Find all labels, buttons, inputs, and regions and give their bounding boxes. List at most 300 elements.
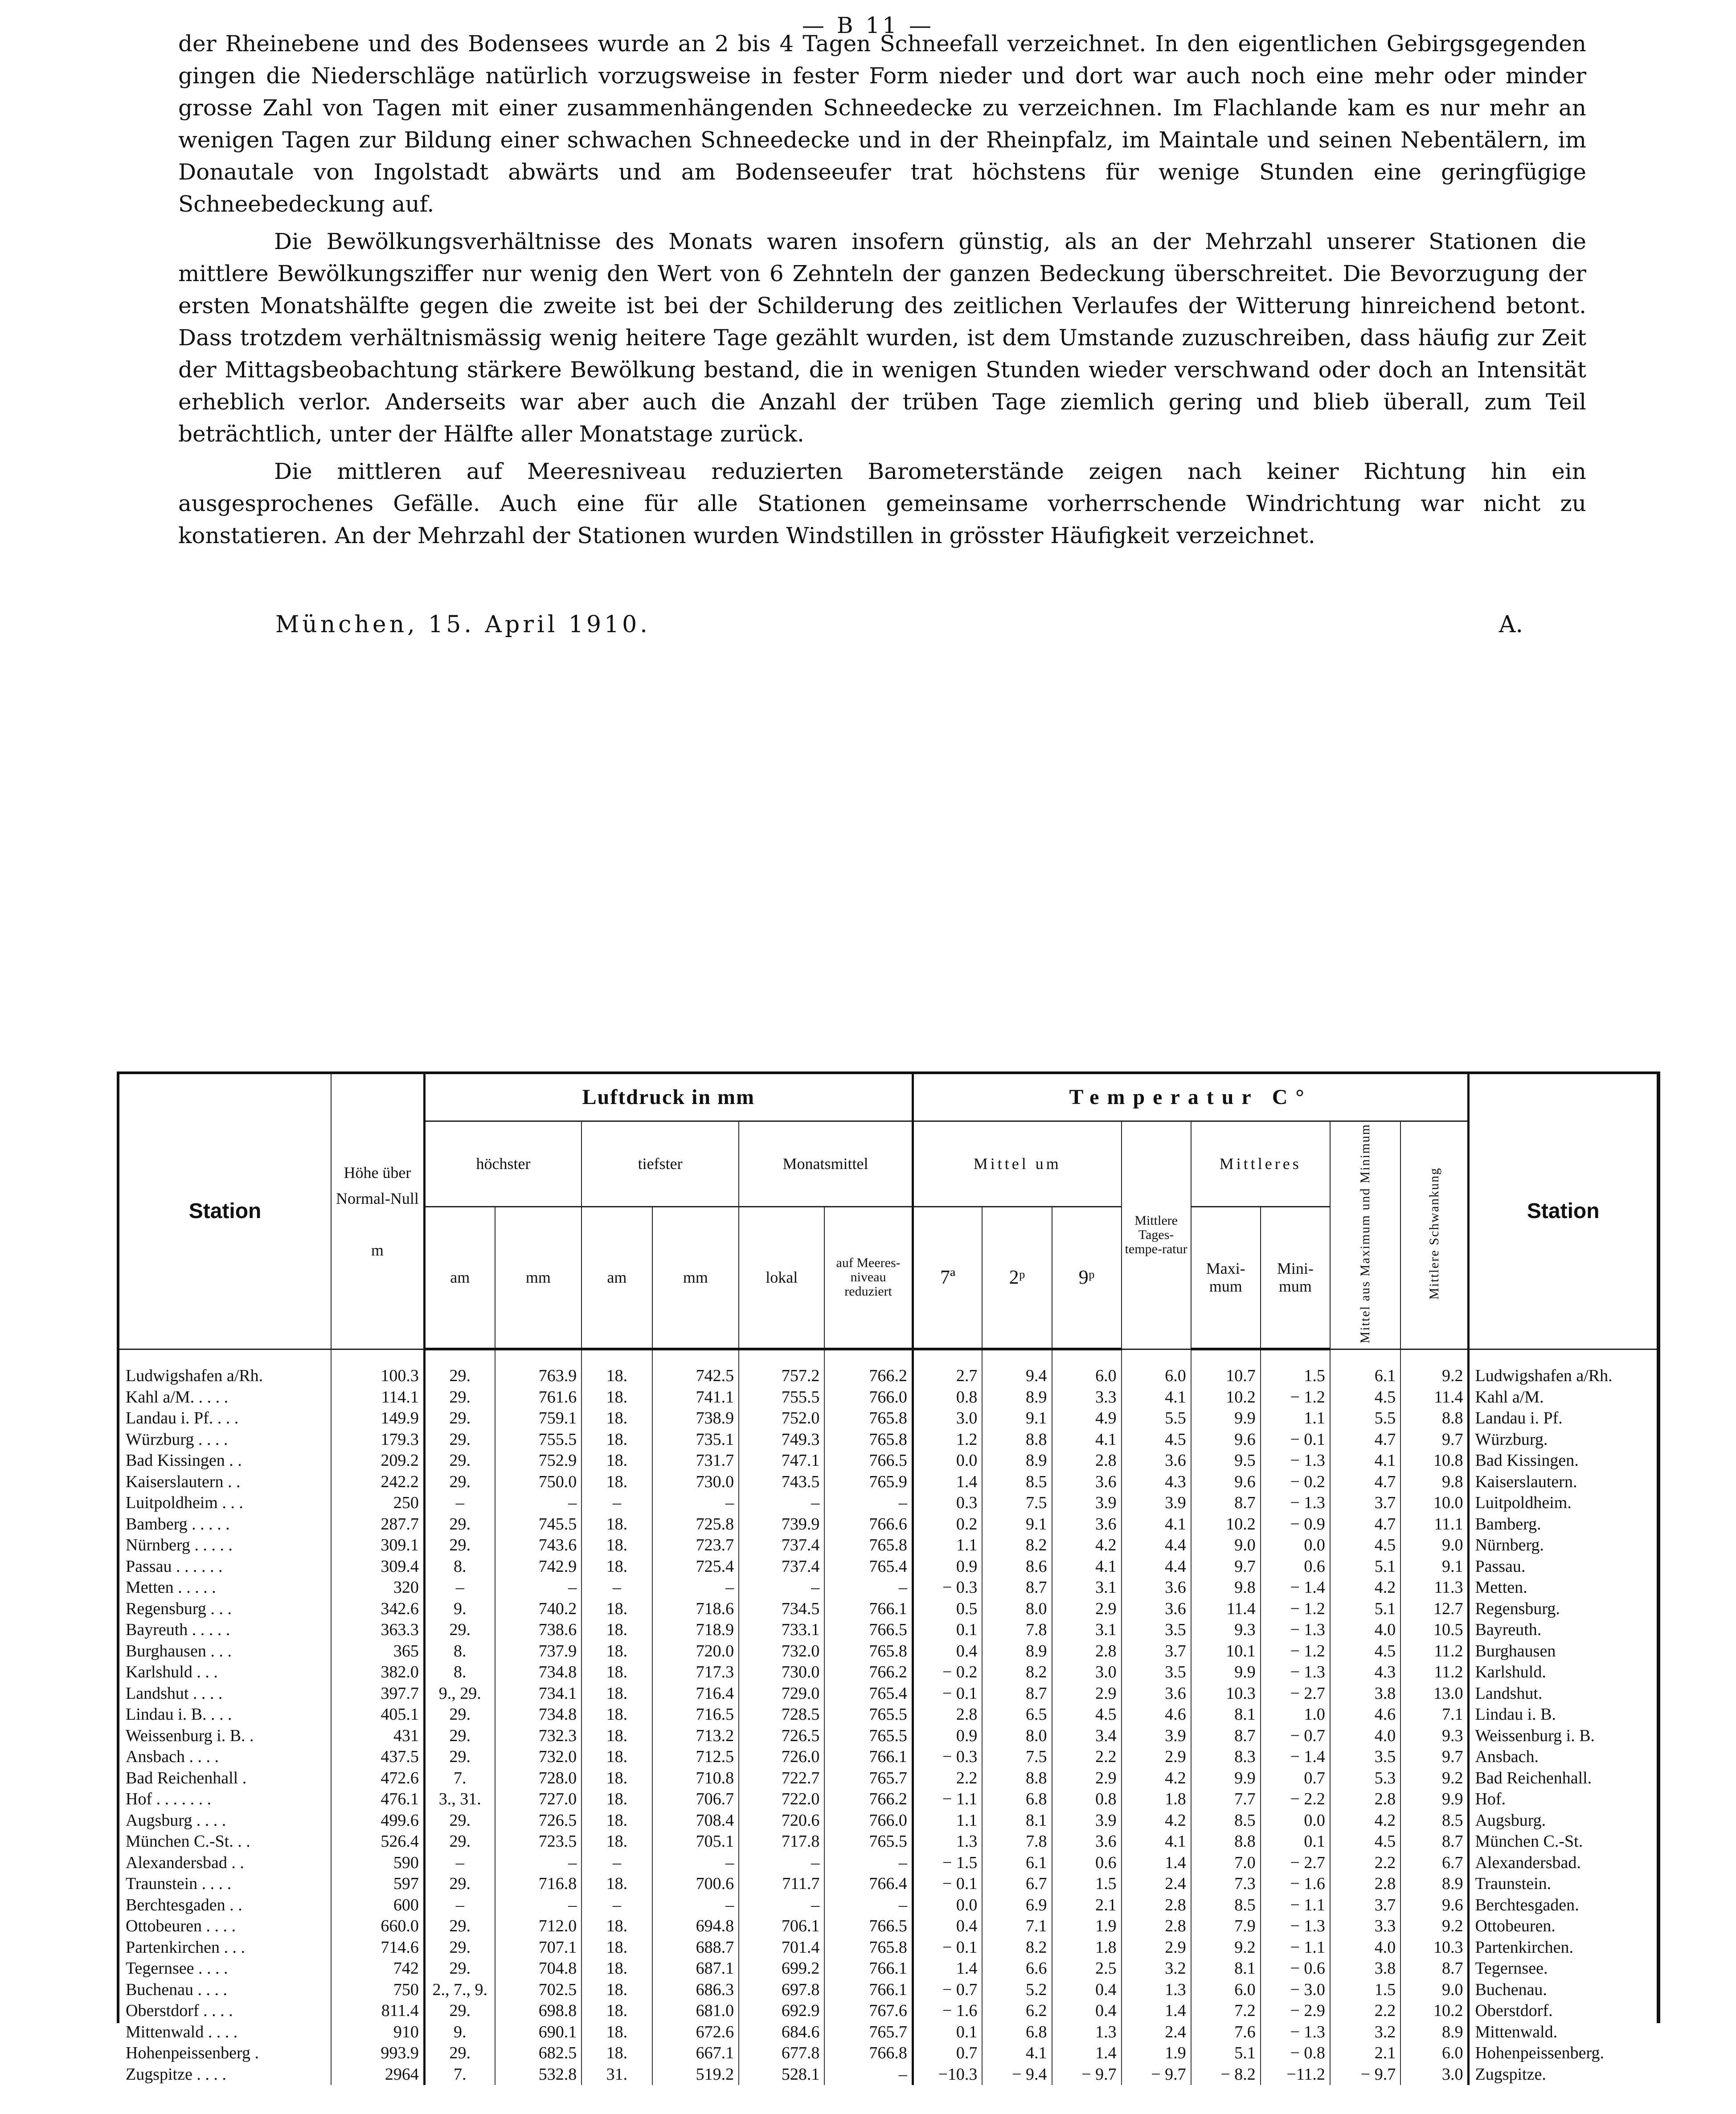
temp-min: − 2.7 [1261, 1852, 1330, 1874]
station-name: Hohenpeissenberg . [126, 2044, 259, 2063]
temp-7a: 1.1 [913, 1535, 982, 1556]
mean-sea-level: – [824, 1852, 913, 1874]
temp-7a: − 1.1 [913, 1789, 982, 1810]
highest-mm: 690.1 [495, 2022, 582, 2043]
temp-9p: 4.2 [1052, 1535, 1122, 1556]
temp-max: 8.3 [1191, 1746, 1261, 1768]
mean-sea-level: 766.4 [824, 1873, 913, 1895]
temp-max: 7.3 [1191, 1873, 1261, 1895]
header-height-label: Höhe über Normal-Null [336, 1163, 419, 1207]
temp-9p: − 9.7 [1052, 2064, 1122, 2085]
temp-min: − 1.1 [1261, 1937, 1330, 1959]
temp-9p: 3.1 [1052, 1619, 1122, 1641]
height: 405.1 [331, 1704, 424, 1726]
climate-table [119, 1074, 1657, 2085]
temp-daily-mean: 3.2 [1122, 1958, 1191, 1979]
temp-2p: 8.9 [982, 1387, 1052, 1408]
height: 499.6 [331, 1810, 424, 1832]
lowest-date: 18. [581, 1599, 652, 1620]
temp-9p: 3.3 [1052, 1387, 1122, 1408]
header-height-unit: m [371, 1241, 384, 1259]
temp-mean-max-min: 4.0 [1330, 1619, 1400, 1641]
temp-min: − 1.2 [1261, 1387, 1330, 1408]
temp-daily-mean: 4.6 [1122, 1704, 1191, 1726]
mean-sea-level: 765.8 [824, 1408, 913, 1429]
temp-2p: 8.0 [982, 1599, 1052, 1620]
temp-variation: 9.0 [1400, 1535, 1469, 1556]
temp-max: 10.3 [1191, 1683, 1261, 1705]
temp-mean-max-min: 3.7 [1330, 1492, 1400, 1514]
station-name-right: Oberstdorf. [1469, 2000, 1657, 2022]
temp-max: 9.2 [1191, 1937, 1261, 1959]
station-name-right: Hohenpeissenberg. [1469, 2043, 1657, 2064]
station-name-right: Karlshuld. [1469, 1662, 1657, 1683]
temp-min: 0.7 [1261, 1768, 1330, 1789]
temp-variation: 9.2 [1400, 1768, 1469, 1789]
mean-local: 737.4 [739, 1556, 824, 1578]
header-pressure-group: Luftdruck in mm [424, 1074, 913, 1121]
highest-date: 8. [424, 1641, 495, 1662]
table-row [119, 1619, 1657, 1641]
station-name: Mittenwald . . . . [126, 2022, 238, 2041]
header-local: lokal [739, 1206, 824, 1349]
lowest-date: 18. [581, 2022, 652, 2043]
temp-9p: 3.6 [1052, 1831, 1122, 1852]
temp-min: − 0.2 [1261, 1472, 1330, 1493]
mean-sea-level: 765.5 [824, 1831, 913, 1852]
body-text [178, 28, 1586, 552]
lowest-date: 18. [581, 1704, 652, 1726]
lowest-mm: 687.1 [652, 1958, 739, 1979]
temp-max: 7.7 [1191, 1789, 1261, 1810]
lowest-date: 18. [581, 1937, 652, 1959]
highest-mm: 698.8 [495, 2000, 582, 2022]
temp-7a: −10.3 [913, 2064, 982, 2085]
temp-min: 0.1 [1261, 1831, 1330, 1852]
temp-daily-mean: 3.5 [1122, 1662, 1191, 1683]
temp-mean-max-min: 5.1 [1330, 1599, 1400, 1620]
temp-mean-max-min: 3.7 [1330, 1895, 1400, 1916]
temp-mean-max-min: 4.6 [1330, 1704, 1400, 1726]
lowest-mm: – [652, 1852, 739, 1874]
temp-daily-mean: 4.1 [1122, 1831, 1191, 1852]
temp-daily-mean: 4.1 [1122, 1514, 1191, 1535]
temp-2p: 7.8 [982, 1619, 1052, 1641]
lowest-mm: 730.0 [652, 1472, 739, 1493]
table-row [119, 1873, 1657, 1895]
temp-7a: 1.1 [913, 1810, 982, 1832]
temp-2p: 8.9 [982, 1641, 1052, 1662]
header-7a: 7ª [913, 1206, 982, 1349]
highest-date: 8. [424, 1556, 495, 1578]
lowest-date: – [581, 1852, 652, 1874]
table-row [119, 2000, 1657, 2022]
table-row [119, 1726, 1657, 1747]
table-row [119, 1429, 1657, 1451]
temp-9p: 3.9 [1052, 1810, 1122, 1832]
temp-mean-max-min: 2.2 [1330, 1852, 1400, 1874]
temp-mean-max-min: 3.8 [1330, 1683, 1400, 1705]
mean-sea-level: 766.1 [824, 1958, 913, 1979]
mean-local: 752.0 [739, 1408, 824, 1429]
temp-9p: 2.2 [1052, 1746, 1122, 1768]
temp-min: − 1.3 [1261, 2022, 1330, 2043]
station-name: Oberstdorf . . . . [126, 2001, 233, 2020]
table-row [119, 1916, 1657, 1937]
temp-min: 1.5 [1261, 1349, 1330, 1387]
temp-daily-mean: 1.4 [1122, 1852, 1191, 1874]
station-name: Berchtesgaden . . [126, 1895, 242, 1914]
temp-mean-max-min: 3.2 [1330, 2022, 1400, 2043]
height: 526.4 [331, 1831, 424, 1852]
station-name: Landshut . . . . [126, 1684, 223, 1703]
temp-min: − 1.2 [1261, 1599, 1330, 1620]
lowest-date: 18. [581, 2043, 652, 2064]
table-row [119, 1535, 1657, 1556]
height: 476.1 [331, 1789, 424, 1810]
header-temperature-group: Temperatur C° [913, 1074, 1469, 1121]
temp-min: − 1.3 [1261, 1662, 1330, 1683]
temp-daily-mean: 1.9 [1122, 2043, 1191, 2064]
lowest-mm: 725.8 [652, 1514, 739, 1535]
temp-2p: 6.8 [982, 1789, 1052, 1810]
station-name-right: Nürnberg. [1469, 1535, 1657, 1556]
height: 397.7 [331, 1683, 424, 1705]
temp-max: 7.2 [1191, 2000, 1261, 2022]
lowest-mm: 681.0 [652, 2000, 739, 2022]
mean-sea-level: 766.1 [824, 1599, 913, 1620]
temp-9p: 1.5 [1052, 1873, 1122, 1895]
highest-date: 29. [424, 1746, 495, 1768]
mean-local: 677.8 [739, 2043, 824, 2064]
header-station: Station [119, 1074, 331, 1349]
temp-7a: 0.4 [913, 1641, 982, 1662]
mean-sea-level: – [824, 2064, 913, 2085]
temp-daily-mean: 3.9 [1122, 1492, 1191, 1514]
lowest-date: 18. [581, 1619, 652, 1641]
highest-date: 29. [424, 1429, 495, 1451]
height: 114.1 [331, 1387, 424, 1408]
lowest-date: 18. [581, 1979, 652, 2001]
highest-mm: 750.0 [495, 1472, 582, 1493]
station-name: Ansbach . . . . [126, 1747, 219, 1766]
station-name: Passau . . . . . . [126, 1557, 223, 1576]
station-name-right: Weissenburg i. B. [1469, 1726, 1657, 1747]
table-row [119, 1450, 1657, 1472]
lowest-mm: 723.7 [652, 1535, 739, 1556]
height: 750 [331, 1979, 424, 2001]
temp-min: 1.1 [1261, 1408, 1330, 1429]
temp-max: 5.1 [1191, 2043, 1261, 2064]
temp-9p: 3.0 [1052, 1662, 1122, 1683]
temp-7a: 0.1 [913, 2022, 982, 2043]
header-highest: höchster [424, 1121, 581, 1206]
paragraph-barometer: Die mittleren auf Meeresniveau reduzierten Barometerstände zeigen nach keiner Richtung hin ein ausgesprochenes Gefälle. Auch eine für alle Stationen gemeinsame vorherrschende Windrichtung war nicht zu konstatieren. An der Mehrzahl der Stationen wurden Windstillen in grösster Häufigkeit verzeichnet. [178, 458, 1586, 548]
header-lowest-date: am [581, 1206, 652, 1349]
temp-min: − 2.7 [1261, 1683, 1330, 1705]
station-name-right: Regensburg. [1469, 1599, 1657, 1620]
lowest-mm: – [652, 1895, 739, 1916]
mean-sea-level: – [824, 1577, 913, 1599]
temp-2p: 6.8 [982, 2022, 1052, 2043]
mean-sea-level: 765.4 [824, 1683, 913, 1705]
mean-local: 730.0 [739, 1662, 824, 1683]
temp-variation: 11.2 [1400, 1662, 1469, 1683]
temp-daily-mean: 3.6 [1122, 1450, 1191, 1472]
lowest-date: 18. [581, 1916, 652, 1937]
height: 590 [331, 1852, 424, 1874]
table-row [119, 1958, 1657, 1979]
lowest-mm: 718.9 [652, 1619, 739, 1641]
station-name: Ottobeuren . . . . [126, 1917, 236, 1936]
lowest-mm: 742.5 [652, 1349, 739, 1387]
highest-mm: 759.1 [495, 1408, 582, 1429]
highest-mm: 707.1 [495, 1937, 582, 1959]
temp-9p: 2.9 [1052, 1599, 1122, 1620]
mean-local: 717.8 [739, 1831, 824, 1852]
station-name: Bad Reichenhall . [126, 1768, 247, 1787]
station-name-right: Luitpoldheim. [1469, 1492, 1657, 1514]
temp-7a: 0.8 [913, 1387, 982, 1408]
mean-sea-level: 766.2 [824, 1349, 913, 1387]
station-name-right: Hof. [1469, 1789, 1657, 1810]
temp-daily-mean: 4.4 [1122, 1556, 1191, 1578]
table-body [119, 1349, 1657, 2085]
temp-variation: 12.7 [1400, 1599, 1469, 1620]
temp-9p: 1.8 [1052, 1937, 1122, 1959]
mean-sea-level: 766.1 [824, 1746, 913, 1768]
lowest-date: 18. [581, 1810, 652, 1832]
temp-daily-mean: 2.8 [1122, 1916, 1191, 1937]
lowest-mm: 725.4 [652, 1556, 739, 1578]
table-row [119, 2022, 1657, 2043]
table-row [119, 1810, 1657, 1832]
height: 2964 [331, 2064, 424, 2085]
temp-max: 10.1 [1191, 1641, 1261, 1662]
highest-date: 2., 7., 9. [424, 1979, 495, 2001]
temp-mean-max-min: 2.1 [1330, 2043, 1400, 2064]
highest-date: – [424, 1577, 495, 1599]
temp-mean-max-min: 3.8 [1330, 1958, 1400, 1979]
temp-daily-mean: 2.4 [1122, 1873, 1191, 1895]
temp-daily-mean: 3.9 [1122, 1726, 1191, 1747]
station-name-right: Passau. [1469, 1556, 1657, 1578]
mean-local: 733.1 [739, 1619, 824, 1641]
temp-variation: 6.0 [1400, 2043, 1469, 2064]
mean-local: 699.2 [739, 1958, 824, 1979]
mean-local: 739.9 [739, 1514, 824, 1535]
station-name: Lindau i. B. . . . [126, 1705, 232, 1724]
station-name-right: Landau i. Pf. [1469, 1408, 1657, 1429]
temp-2p: 6.2 [982, 2000, 1052, 2022]
temp-9p: 4.9 [1052, 1408, 1122, 1429]
temp-min: − 2.9 [1261, 2000, 1330, 2022]
mean-local: 528.1 [739, 2064, 824, 2085]
temp-daily-mean: 4.2 [1122, 1810, 1191, 1832]
highest-date: 29. [424, 1873, 495, 1895]
temp-9p: 0.4 [1052, 2000, 1122, 2022]
height: 242.2 [331, 1472, 424, 1493]
temp-9p: 2.1 [1052, 1895, 1122, 1916]
height: 100.3 [331, 1349, 424, 1387]
temp-min: − 1.3 [1261, 1492, 1330, 1514]
temp-daily-mean: 3.6 [1122, 1599, 1191, 1620]
temp-variation: 8.9 [1400, 2022, 1469, 2043]
temp-7a: 0.0 [913, 1450, 982, 1472]
mean-local: 743.5 [739, 1472, 824, 1493]
temp-2p: 6.1 [982, 1852, 1052, 1874]
temp-variation: 10.2 [1400, 2000, 1469, 2022]
temp-2p: 6.7 [982, 1873, 1052, 1895]
highest-date: 8. [424, 1662, 495, 1683]
highest-mm: 740.2 [495, 1599, 582, 1620]
highest-mm: 716.8 [495, 1873, 582, 1895]
header-2p: 2ᵖ [982, 1206, 1052, 1349]
highest-mm: – [495, 1577, 582, 1599]
temp-7a: 0.7 [913, 2043, 982, 2064]
mean-local: – [739, 1577, 824, 1599]
highest-mm: 682.5 [495, 2043, 582, 2064]
height: 365 [331, 1641, 424, 1662]
temp-2p: 6.5 [982, 1704, 1052, 1726]
lowest-date: 18. [581, 1408, 652, 1429]
height: 309.4 [331, 1556, 424, 1578]
temp-daily-mean: 6.0 [1122, 1349, 1191, 1387]
station-name: Tegernsee . . . . [126, 1959, 228, 1978]
temp-7a: − 0.7 [913, 1979, 982, 2001]
lowest-mm: 706.7 [652, 1789, 739, 1810]
temp-mean-max-min: 4.7 [1330, 1429, 1400, 1451]
temp-min: − 1.4 [1261, 1577, 1330, 1599]
mean-local: – [739, 1895, 824, 1916]
height: 714.6 [331, 1937, 424, 1959]
temp-2p: 6.9 [982, 1895, 1052, 1916]
temp-max: 9.7 [1191, 1556, 1261, 1578]
temp-daily-mean: 1.8 [1122, 1789, 1191, 1810]
station-name-right: Tegernsee. [1469, 1958, 1657, 1979]
highest-mm: 727.0 [495, 1789, 582, 1810]
temp-mean-max-min: 4.5 [1330, 1387, 1400, 1408]
table-row [119, 1641, 1657, 1662]
station-name: Bayreuth . . . . . [126, 1620, 230, 1640]
highest-date: 9. [424, 1599, 495, 1620]
lowest-mm: 705.1 [652, 1831, 739, 1852]
temp-max: 9.9 [1191, 1408, 1261, 1429]
temp-2p: 5.2 [982, 1979, 1052, 2001]
temp-daily-mean: 2.9 [1122, 1746, 1191, 1768]
temp-variation: 9.9 [1400, 1789, 1469, 1810]
height: 660.0 [331, 1916, 424, 1937]
temp-min: − 1.3 [1261, 1916, 1330, 1937]
lowest-date: 18. [581, 1726, 652, 1747]
temp-variation: 9.2 [1400, 1349, 1469, 1387]
temp-max: 7.9 [1191, 1916, 1261, 1937]
table-row [119, 1704, 1657, 1726]
table-row [119, 1979, 1657, 2001]
lowest-mm: 710.8 [652, 1768, 739, 1789]
temp-7a: − 0.1 [913, 1937, 982, 1959]
height: 742 [331, 1958, 424, 1979]
mean-sea-level: – [824, 1492, 913, 1514]
station-name: Luitpoldheim . . . [126, 1493, 243, 1513]
mean-sea-level: 766.8 [824, 2043, 913, 2064]
mean-local: 729.0 [739, 1683, 824, 1705]
temp-2p: 8.7 [982, 1577, 1052, 1599]
temp-variation: 10.0 [1400, 1492, 1469, 1514]
station-name: Weissenburg i. B. . [126, 1726, 254, 1745]
temp-max: 8.1 [1191, 1704, 1261, 1726]
station-name: Alexandersbad . . [126, 1853, 244, 1872]
temp-max: 8.5 [1191, 1895, 1261, 1916]
station-name: Nürnberg . . . . . [126, 1536, 233, 1555]
lowest-date: 18. [581, 2000, 652, 2022]
temp-variation: 9.0 [1400, 1979, 1469, 2001]
paragraph-snowfall: der Rheinebene und des Bodensees wurde an 2 bis 4 Tagen Schneefall verzeichnet. In den eigentlichen Gebirgsgegenden gingen die Niederschläge natürlich vorzugsweise in fester Form nieder und dort war auch noch eine mehr oder minder grosse Zahl von Tagen mit einer zusammenhängenden Schneedecke zu verzeichnen. Im Flachlande kam es nur mehr an wenigen Tagen zur Bildung einer schwachen Schneedecke und in der Rheinpfalz, im Maintale und seinen Nebentälern, im Donautale von Ingolstadt abwärts und am Bodenseeufer trat höchstens für wenige Stunden eine geringfügige Schneebedeckung auf. [178, 31, 1586, 217]
temp-max: 9.9 [1191, 1768, 1261, 1789]
temp-max: 9.5 [1191, 1450, 1261, 1472]
lowest-mm: 700.6 [652, 1873, 739, 1895]
station-name-right: Burghausen [1469, 1641, 1657, 1662]
lowest-date: 18. [581, 1387, 652, 1408]
highest-date: 9., 29. [424, 1683, 495, 1705]
temp-max: 8.7 [1191, 1492, 1261, 1514]
temp-7a: 0.9 [913, 1556, 982, 1578]
table-row [119, 1556, 1657, 1578]
temp-7a: − 0.1 [913, 1683, 982, 1705]
temp-7a: − 0.2 [913, 1662, 982, 1683]
station-name: Augsburg . . . . [126, 1811, 226, 1830]
temp-2p: 9.4 [982, 1349, 1052, 1387]
temp-variation: 8.5 [1400, 1810, 1469, 1832]
temp-2p: 6.6 [982, 1958, 1052, 1979]
highest-date: 29. [424, 1726, 495, 1747]
highest-mm: 752.9 [495, 1450, 582, 1472]
signoff [275, 611, 1523, 638]
mean-local: 747.1 [739, 1450, 824, 1472]
temp-mean-max-min: 4.2 [1330, 1810, 1400, 1832]
temp-7a: 1.4 [913, 1958, 982, 1979]
temp-variation: 8.7 [1400, 1831, 1469, 1852]
height: 811.4 [331, 2000, 424, 2022]
station-name: Zugspitze . . . . [126, 2065, 226, 2084]
mean-local: 692.9 [739, 2000, 824, 2022]
temp-min: − 1.4 [1261, 1746, 1330, 1768]
temp-variation: 8.7 [1400, 1958, 1469, 1979]
station-name: Ludwigshafen a/Rh. [126, 1366, 263, 1385]
temp-max: 6.0 [1191, 1979, 1261, 2001]
station-name-right: Metten. [1469, 1577, 1657, 1599]
temp-mean-max-min: 3.3 [1330, 1916, 1400, 1937]
temp-daily-mean: 2.8 [1122, 1895, 1191, 1916]
lowest-date: 18. [581, 1768, 652, 1789]
temp-daily-mean: 5.5 [1122, 1408, 1191, 1429]
mean-sea-level: 765.5 [824, 1726, 913, 1747]
lowest-date: 18. [581, 1514, 652, 1535]
table-row [119, 1831, 1657, 1852]
temp-2p: 8.0 [982, 1726, 1052, 1747]
temp-7a: 0.4 [913, 1916, 982, 1937]
temp-max: 9.8 [1191, 1577, 1261, 1599]
station-name: Regensburg . . . [126, 1599, 232, 1618]
temp-mean-max-min: 4.2 [1330, 1577, 1400, 1599]
station-name-right: Berchtesgaden. [1469, 1895, 1657, 1916]
lowest-date: 18. [581, 1535, 652, 1556]
temp-2p: 8.1 [982, 1810, 1052, 1832]
temp-mean-max-min: 4.7 [1330, 1472, 1400, 1493]
lowest-mm: 738.9 [652, 1408, 739, 1429]
lowest-date: 18. [581, 1429, 652, 1451]
station-name-right: Ottobeuren. [1469, 1916, 1657, 1937]
